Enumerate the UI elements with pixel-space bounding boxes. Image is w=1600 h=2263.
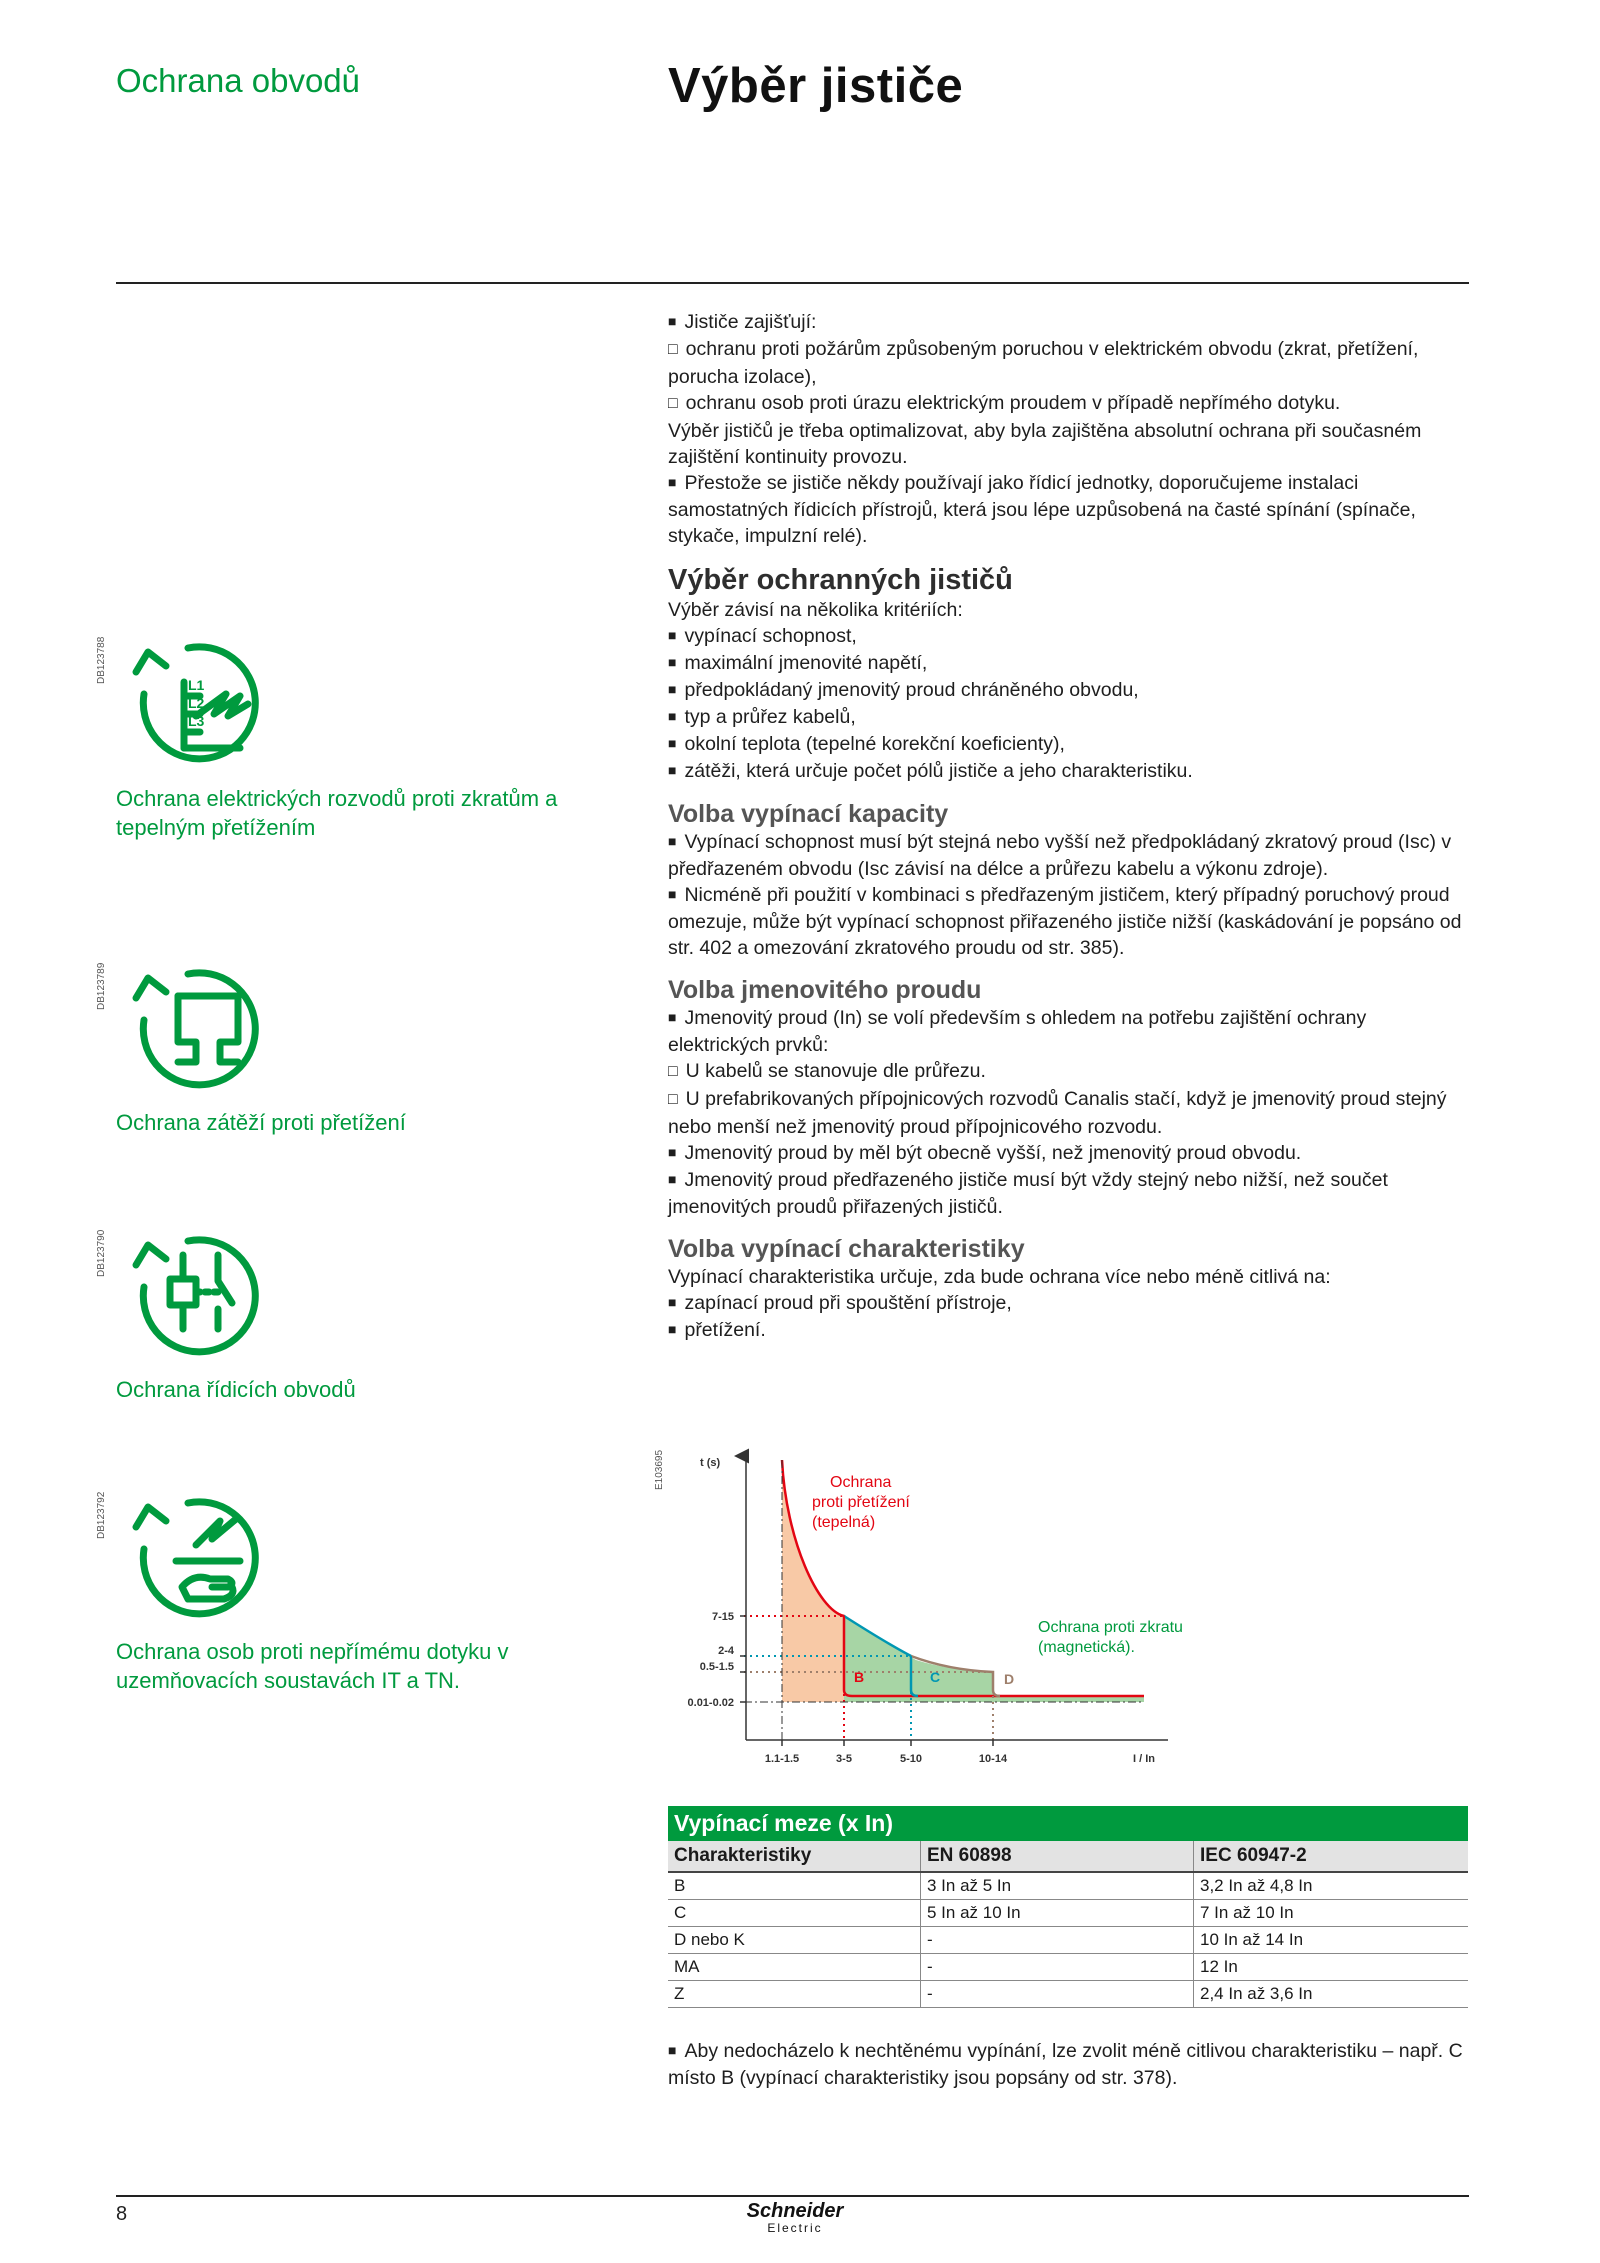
y-tick-label: 0.5-1.5: [699, 1661, 734, 1673]
rated-subitem: □ U kabelů se stanovuje dle průřezu.: [668, 1058, 1468, 1086]
selection-item: ■ zátěži, která určuje počet pólů jističe a jeho charakteristiku.: [668, 758, 1468, 785]
thermal-annotation: Ochrana: [830, 1474, 892, 1491]
table-cell: -: [921, 1954, 1194, 1981]
table-cell: -: [921, 1927, 1194, 1954]
icon-code: DB123788: [96, 636, 107, 684]
thermal-annotation: proti přetížení: [812, 1494, 910, 1511]
trip-heading: Volba vypínací charakteristiky: [668, 1235, 1025, 1263]
table-row: [668, 1981, 1468, 2008]
rated-subitem: □ U prefabrikovaných přípojnicových rozvodů Canalis stačí, když je jmenovitý proud stejný nebo menší než jmenovitý proud přípojnicového rozvodu.: [668, 1086, 1468, 1140]
icon-caption: Ochrana zátěží proti přetížení: [116, 1110, 406, 1135]
chart-code: E103695: [654, 1449, 665, 1490]
selection-item: ■ vypínací schopnost,: [668, 623, 1468, 650]
icon-caption: Ochrana elektrických rozvodů proti zkratům a tepelným přetížením: [116, 786, 558, 840]
table-title: Vypínací meze (x In): [668, 1806, 1468, 1841]
icon-code: DB123790: [96, 1229, 107, 1277]
phase-label-l2: L2: [188, 695, 205, 711]
note-paragraph: ■ Aby nedocházelo k nechtěnému vypínání, lze zvolit méně citlivou charakteristiku – např. C místo B (vypínací charakteristiky jsou popsány od str. 378).: [668, 2038, 1468, 2091]
page-number: 8: [116, 2203, 128, 2225]
rated-heading: Volba jmenovitého proudu: [668, 976, 982, 1004]
page-title: Výběr jističe: [668, 59, 964, 113]
magnetic-annotation: (magnetická).: [1038, 1639, 1135, 1656]
intro-paragraph: ■ Přestože se jističe někdy používají jako řídicí jednotky, doporučujeme instalaci samostatných řídicích přístrojů, která jsou lépe uzpůsobená na časté spínání (spínače, stykače, impulzní relé).: [668, 470, 1468, 549]
selection-item: ■ předpokládaný jmenovitý proud chráněného obvodu,: [668, 677, 1468, 704]
table-cell: 2,4 In až 3,6 In: [1194, 1981, 1469, 2008]
intro-subitem: □ ochranu proti požárům způsobeným poruchou v elektrickém obvodu (zkrat, přetížení, porucha izolace),: [668, 336, 1468, 390]
table-cell: 3,2 In až 4,8 In: [1194, 1872, 1469, 1900]
x-axis-label: I / In: [1133, 1753, 1155, 1765]
rated-paragraph: ■ Jmenovitý proud (In) se volí především s ohledem na potřebu zajištění ochrany elektrických prvků:: [668, 1005, 1468, 1058]
table-row: [668, 1872, 1468, 1900]
series-label-b: B: [854, 1669, 865, 1685]
selection-item: ■ typ a průřez kabelů,: [668, 704, 1468, 731]
logo-wordmark: Schneider: [746, 2200, 844, 2222]
table-cell: -: [921, 1981, 1194, 2008]
main-content: [668, 309, 1468, 1344]
series-label-c: C: [930, 1669, 941, 1685]
series-label-d: D: [1004, 1671, 1015, 1687]
header-divider: [116, 282, 1469, 284]
trip-lead: Vypínací charakteristika určuje, zda bude ochrana více nebo méně citlivá na:: [668, 1266, 1331, 1288]
trip-curve-chart: [668, 1440, 1188, 1770]
x-tick-label: 5-10: [899, 1753, 923, 1765]
icon-code: DB123789: [96, 962, 107, 1010]
table-cell: C: [668, 1900, 921, 1927]
capacity-paragraph: ■ Nicméně při použití v kombinaci s předřazeným jističem, který případný poruchový proud omezuje, může být vypínací schopnost přiřazeného jističe nižší (kaskádování je popsáno od str. 402 a omezování zkratového proudu od str. 385).: [668, 882, 1468, 961]
schneider-logo: [730, 2200, 860, 2234]
icon-code: DB123792: [96, 1491, 107, 1539]
table-cell: 3 In až 5 In: [921, 1872, 1194, 1900]
logo-subline: Electric: [767, 2221, 823, 2235]
thermal-annotation: (tepelná): [812, 1514, 876, 1531]
table-cell: Z: [668, 1981, 921, 2008]
table-cell: 5 In až 10 In: [921, 1900, 1194, 1927]
selection-item: ■ okolní teplota (tepelné korekční koeficienty),: [668, 731, 1468, 758]
table-cell: B: [668, 1872, 921, 1900]
table-column-header: IEC 60947-2: [1194, 1841, 1469, 1872]
trip-limits-table: [668, 1806, 1468, 2008]
x-tick-label: 3-5: [836, 1753, 852, 1765]
selection-lead: Výběr závisí na několika kritériích:: [668, 599, 963, 621]
intro-paragraph: ■ Jističe zajišťují:: [668, 309, 1468, 336]
load-overload-icon: [128, 958, 268, 1098]
selection-heading: Výběr ochranných jističů: [668, 564, 1013, 596]
intro-subitem: □ ochranu osob proti úrazu elektrickým proudem v případě nepřímého dotyku.: [668, 390, 1468, 418]
y-tick-label: 0.01-0.02: [687, 1697, 734, 1709]
rated-paragraph: ■ Jmenovitý proud by měl být obecně vyšší, než jmenovitý proud obvodu.: [668, 1140, 1468, 1167]
y-axis-label: t (s): [700, 1457, 721, 1469]
icon-caption: Ochrana osob proti nepřímému dotyku v uzemňovacích soustavách IT a TN.: [116, 1639, 509, 1693]
phase-label-l1: L1: [188, 677, 205, 693]
magnetic-annotation: Ochrana proti zkratu: [1038, 1619, 1183, 1636]
x-tick-label: 10-14: [978, 1753, 1008, 1765]
table-cell: D nebo K: [668, 1927, 921, 1954]
short-circuit-icon: [128, 632, 268, 772]
table-row: [668, 1927, 1468, 1954]
trip-item: ■ přetížení.: [668, 1317, 1468, 1344]
control-circuit-icon: [128, 1225, 268, 1365]
table-row: [668, 1900, 1468, 1927]
table-column-header: Charakteristiky: [668, 1841, 921, 1872]
table-cell: 7 In až 10 In: [1194, 1900, 1469, 1927]
rated-paragraph: ■ Jmenovitý proud předřazeného jističe musí být vždy stejný nebo nižší, než součet jmenovitých proudů přiřazených jističů.: [668, 1167, 1468, 1220]
trip-item: ■ zapínací proud při spouštění přístroje,: [668, 1290, 1468, 1317]
table-cell: 12 In: [1194, 1954, 1469, 1981]
capacity-paragraph: ■ Vypínací schopnost musí být stejná nebo vyšší než předpokládaný zkratový proud (Isc) v předřazeném obvodu (Isc závisí na délce a průřezu kabelu a výkonu zdroje).: [668, 829, 1468, 882]
note-block: [668, 2038, 1468, 2091]
phase-label-l3: L3: [188, 713, 205, 729]
footer-divider: [116, 2195, 1469, 2197]
capacity-heading: Volba vypínací kapacity: [668, 800, 949, 828]
person-protection-icon: [128, 1487, 268, 1627]
table-cell: MA: [668, 1954, 921, 1981]
y-tick-label: 2-4: [718, 1645, 734, 1657]
section-title: Ochrana obvodů: [116, 62, 361, 99]
icon-caption: Ochrana řídicích obvodů: [116, 1377, 356, 1402]
table-cell: 10 In až 14 In: [1194, 1927, 1469, 1954]
intro-paragraph: Výběr jističů je třeba optimalizovat, aby byla zajištěna absolutní ochrana při současném zajištění kontinuity provozu.: [668, 420, 1422, 468]
table-column-header: EN 60898: [921, 1841, 1194, 1872]
selection-item: ■ maximální jmenovité napětí,: [668, 650, 1468, 677]
y-tick-label: 7-15: [711, 1611, 734, 1623]
table-row: [668, 1954, 1468, 1981]
x-tick-label: 1.1-1.5: [764, 1753, 800, 1765]
